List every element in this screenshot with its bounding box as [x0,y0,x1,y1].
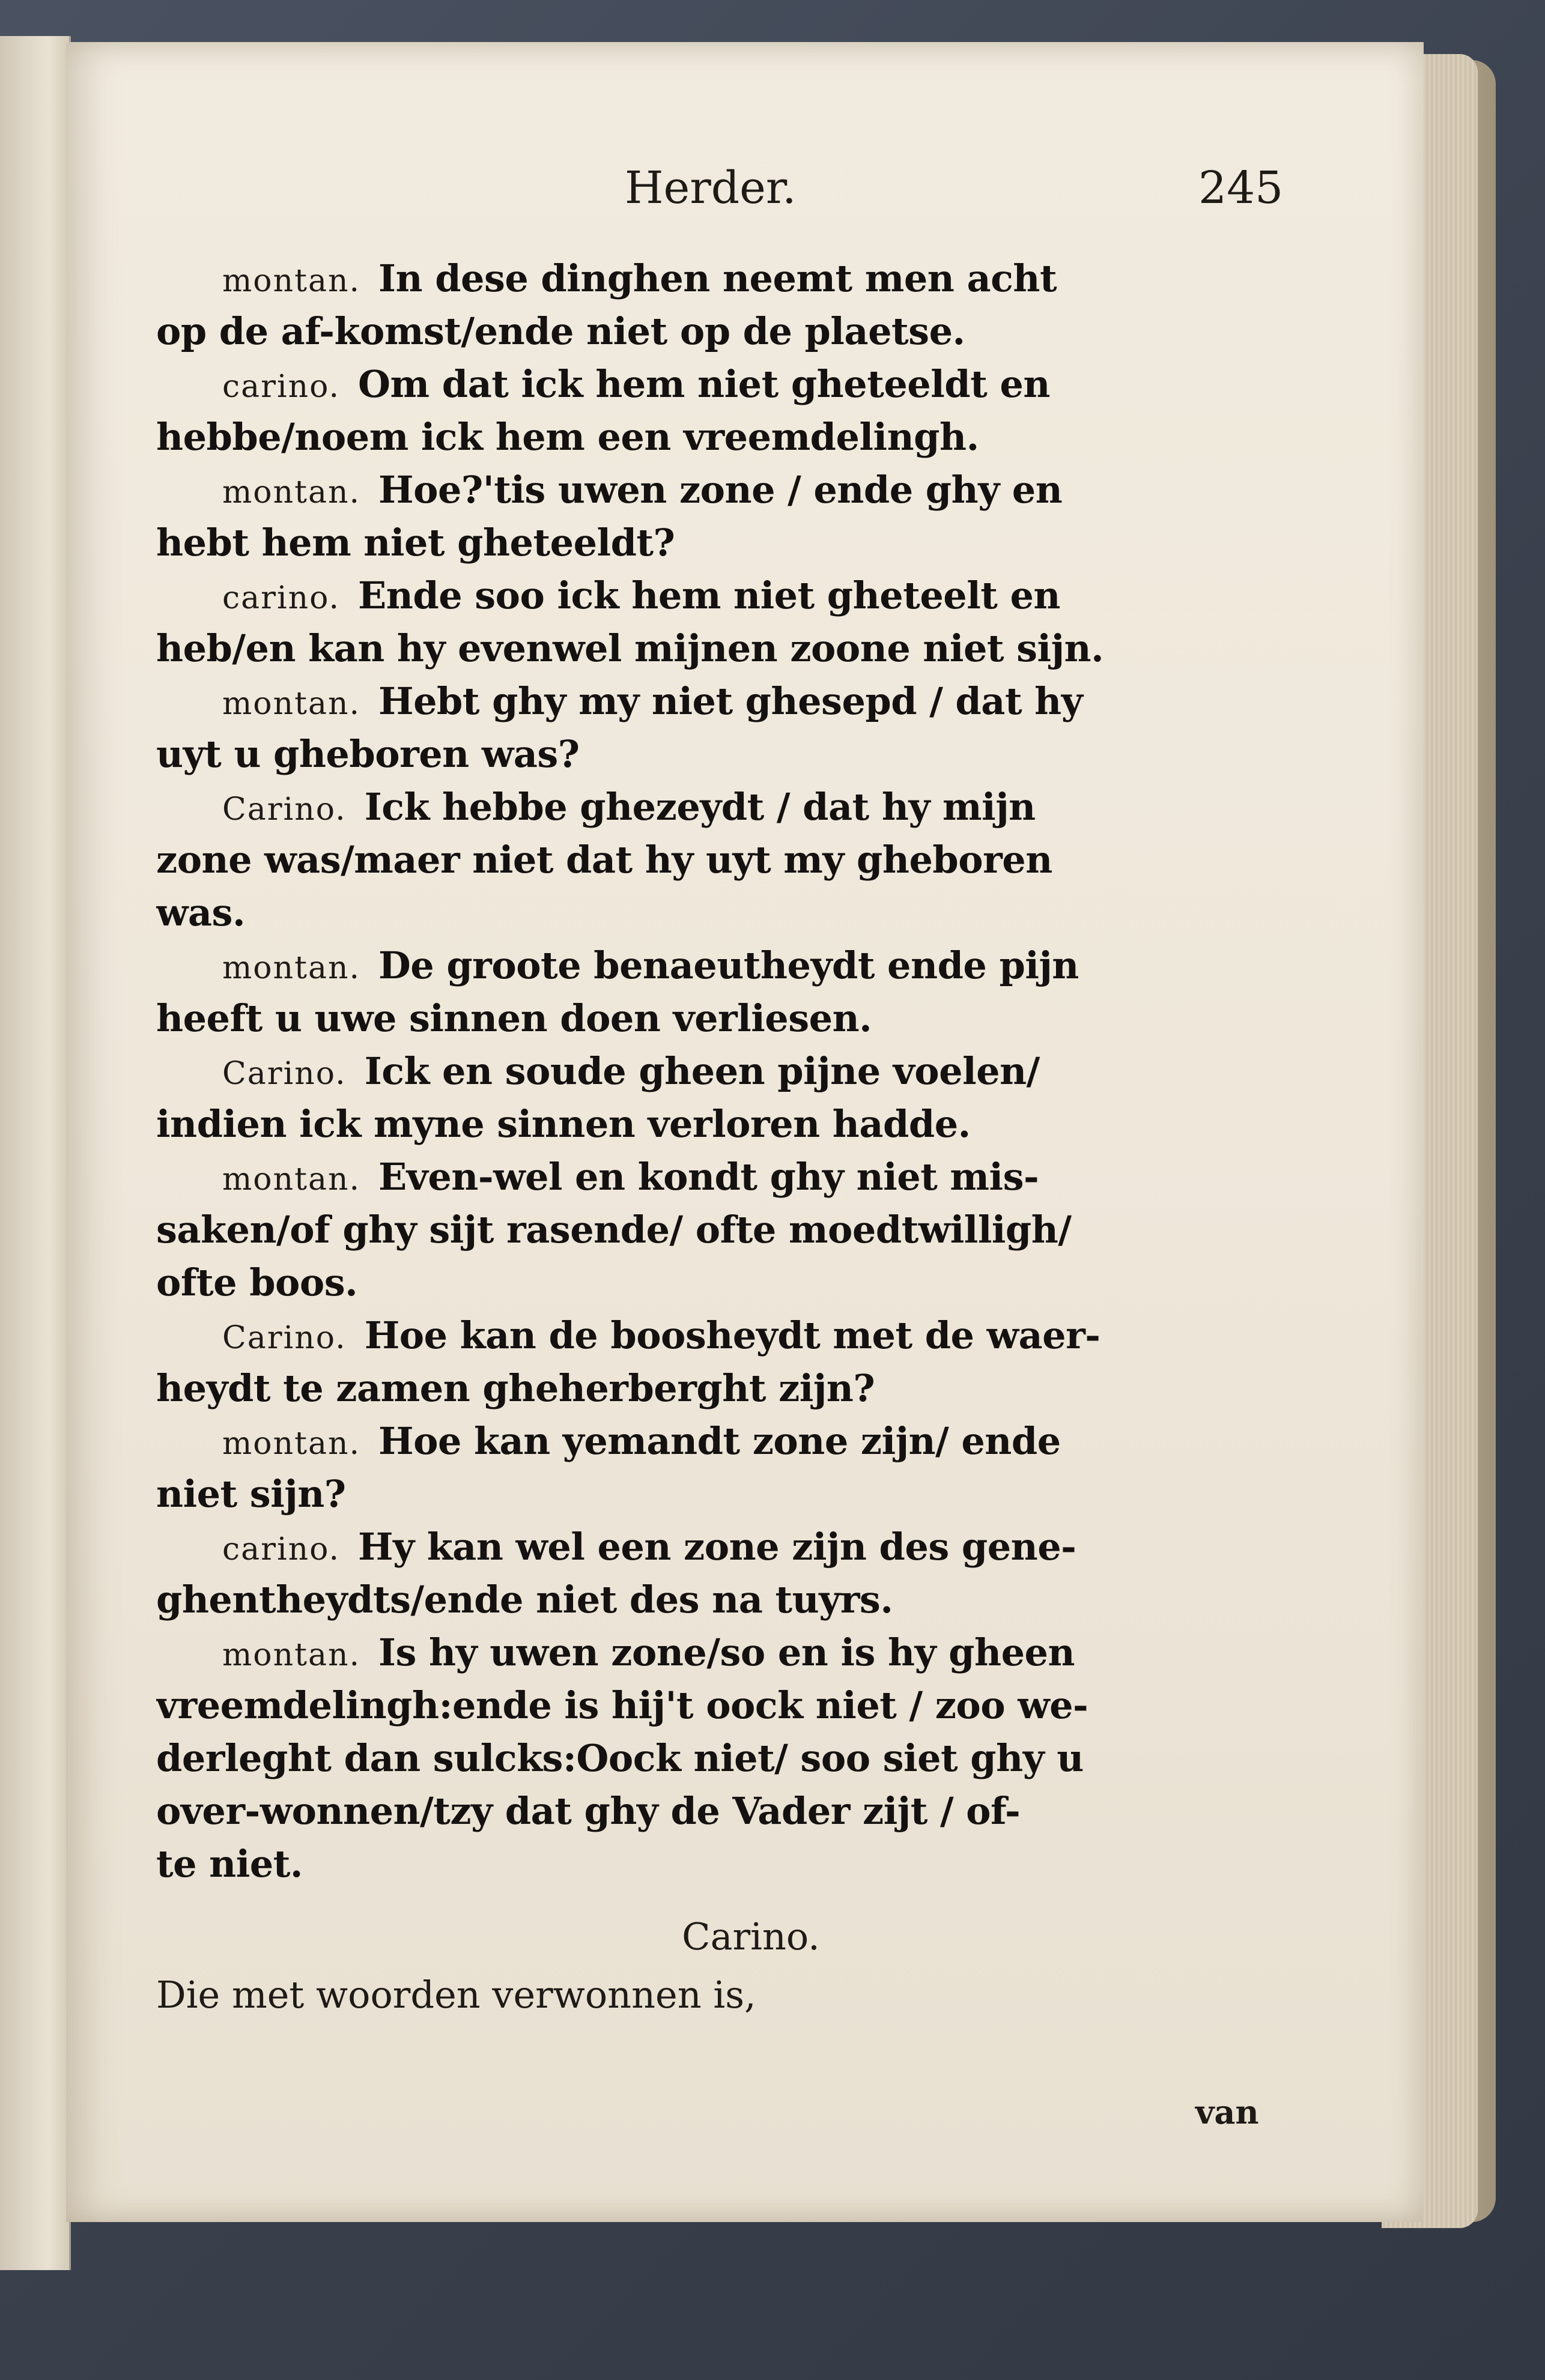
speech-text: De groote benaeutheydt ende pijn [378,943,1079,987]
speech-line [156,886,1346,939]
speech-line [156,1838,1346,1891]
speech-text: Ick hebbe ghezeydt / dat hy mijn [364,785,1036,829]
speaker-name: montan. [222,1426,361,1462]
speaker-name: Carino. [222,1056,347,1092]
speech-first-line [156,1415,1346,1468]
speech-line [156,305,1346,358]
speech-text: zone was/maer niet dat hy uyt my gheboren [156,838,1052,882]
speech-line [156,1204,1346,1256]
speech-text: hebt hem niet gheteeldt? [156,521,675,565]
running-title: Herder. [625,162,797,214]
speech-line [156,411,1346,464]
speech-first-line [156,569,1346,622]
speech-line [156,1785,1346,1838]
speech-line [156,1468,1346,1521]
speech-text: uyt u gheboren was? [156,732,580,776]
speech-line [156,1573,1346,1626]
speaker-name: montan. [222,686,361,722]
speech-first-line [156,1309,1346,1362]
speech-first-line [156,358,1346,411]
speaker-name: montan. [222,263,361,299]
speech-first-line [156,781,1346,834]
speech-line [156,834,1346,886]
speech-text: Is hy uwen zone/so en is hy gheen [378,1631,1075,1674]
speech-text: Om dat ick hem niet gheteeldt en [358,362,1050,406]
speech-text: heydt te zamen gheherberght zijn? [156,1366,875,1410]
page-number: 245 [1198,162,1284,214]
speech-first-line [156,939,1346,992]
speech-text: heeft u uwe sinnen doen verliesen. [156,996,872,1040]
speech-text: indien ick myne sinnen verloren hadde. [156,1102,971,1146]
speech-line [156,1362,1346,1415]
closing-heading [156,1915,1346,1969]
running-head [66,162,1424,240]
dialogue-text [156,252,1346,2021]
speech-line [156,1732,1346,1785]
speaker-name: montan. [222,474,361,510]
speech-text: Ick en soude gheen pijne voelen/ [364,1049,1040,1093]
speaker-name: carino. [222,580,341,616]
speech-text: Hoe kan yemandt zone zijn/ ende [378,1419,1061,1463]
speaker-name: montan. [222,1637,361,1673]
speaker-name: Carino. [222,792,347,828]
speech-text: Hoe kan de boosheydt met de waer- [364,1313,1100,1357]
speech-first-line [156,1521,1346,1573]
speech-text: niet sijn? [156,1472,346,1516]
speech-line [156,992,1346,1045]
speech-text: Hoe?'tis uwen zone / ende ghy en [378,468,1063,512]
speech-line [156,622,1346,675]
speaker-name: montan. [222,950,361,986]
speech-text: op de af-komst/ende niet op de plaetse. [156,309,965,353]
speech-text: saken/of ghy sijt rasende/ ofte moedtwilligh/ [156,1208,1072,1252]
speech-line [156,1256,1346,1309]
book-page [66,42,1424,2222]
closing-line: Die met woorden verwonnen is, [156,1973,756,2017]
speech-text: te niet. [156,1842,303,1886]
facing-page-edge [0,36,71,2270]
speech-line [156,1098,1346,1151]
speech-text: derleght dan sulcks:Oock niet/ soo siet ghy u [156,1736,1084,1780]
speech-text: vreemdelingh:ende is hij't oock niet / zoo we- [156,1683,1088,1727]
speech-first-line [156,1151,1346,1204]
speech-text: over-wonnen/tzy dat ghy de Vader zijt / of- [156,1789,1021,1833]
speaker-name: carino. [222,369,341,405]
section-gap [156,1891,1346,1915]
speech-first-line [156,464,1346,516]
speech-line [156,728,1346,781]
speech-first-line [156,1626,1346,1679]
speech-first-line [156,675,1346,728]
speech-text: Hebt ghy my niet ghesepd / dat hy [378,679,1083,723]
speech-text: ofte boos. [156,1261,358,1304]
speech-line [156,1679,1346,1732]
speech-text: Ende soo ick hem niet gheteelt en [358,574,1061,617]
speaker-name: Carino. [222,1320,347,1356]
catchword: van [1195,2093,1259,2131]
speech-text: hebbe/noem ick hem een vreemdelingh. [156,415,979,459]
speaker-name: carino. [222,1531,341,1567]
speaker-name: montan. [222,1161,361,1198]
speech-first-line [156,252,1346,305]
speech-text: Even-wel en kondt ghy niet mis- [378,1155,1039,1199]
speech-line [156,516,1346,569]
speech-text: was. [156,891,246,934]
closing-speaker-name: Carino. [682,1915,820,1958]
speech-text: Hy kan wel een zone zijn des gene- [358,1525,1076,1569]
speech-text: In dese dinghen neemt men acht [378,256,1057,300]
speech-text: heb/en kan hy evenwel mijnen zoone niet sijn. [156,626,1104,670]
speech-first-line [156,1045,1346,1098]
speech-text: ghentheydts/ende niet des na tuyrs. [156,1578,893,1621]
